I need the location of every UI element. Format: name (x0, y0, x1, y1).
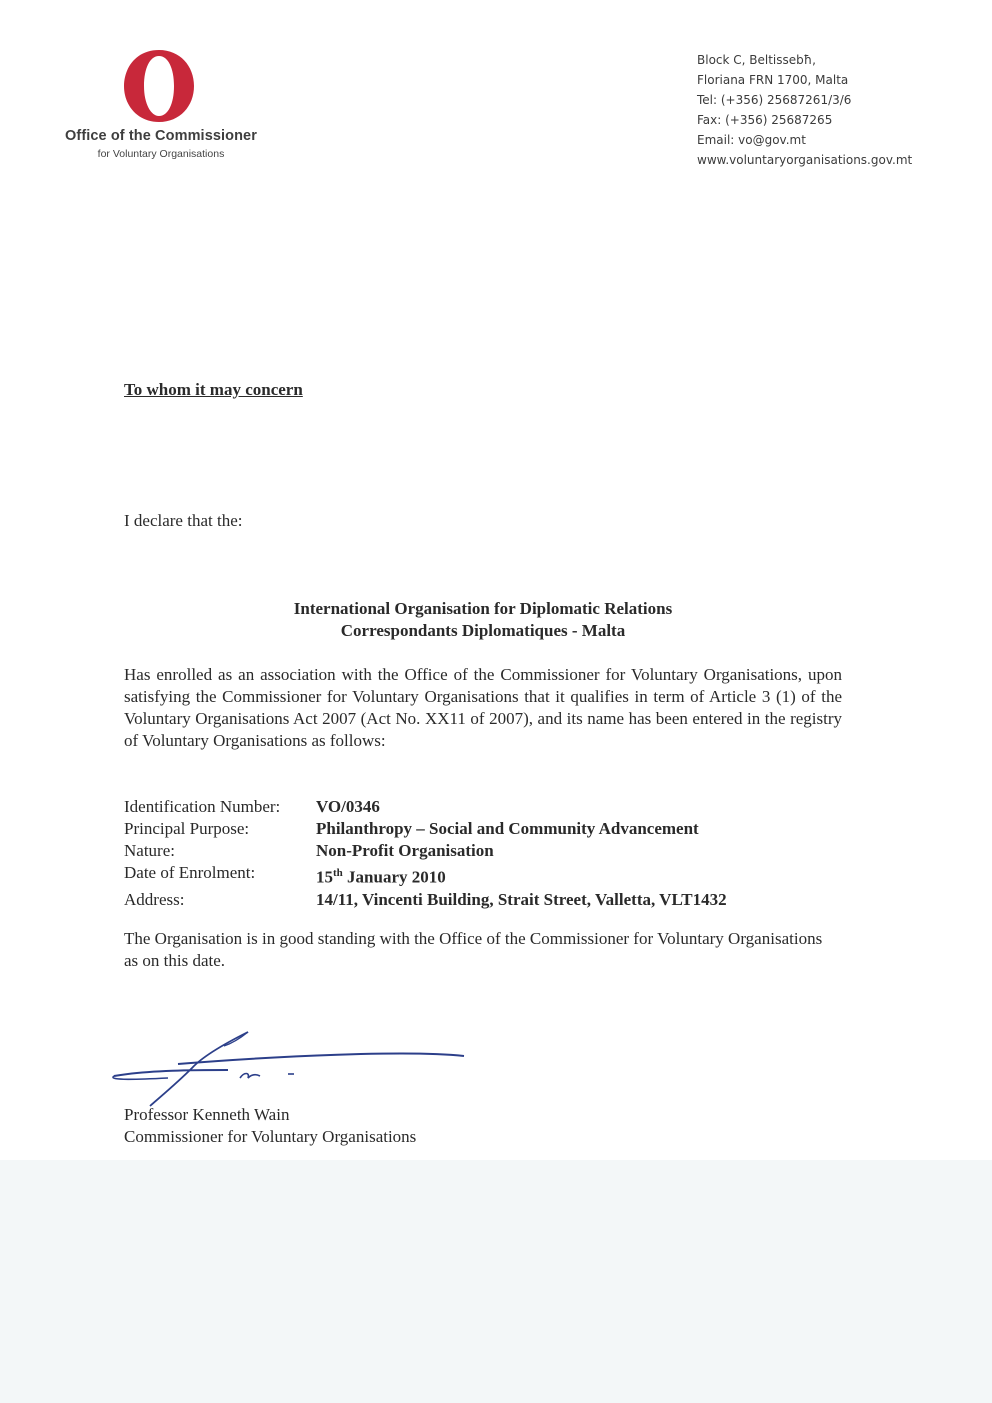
organisation-title-line2: Correspondants Diplomatiques - Malta (340, 621, 626, 640)
organisation-name: Office of the Commissioner (65, 128, 257, 144)
contact-block (697, 50, 912, 170)
contact-telephone: Tel: (+356) 25687261/3/6 (697, 93, 852, 107)
detail-value: VO/0346 (316, 797, 380, 816)
detail-label: Identification Number: (124, 797, 281, 816)
good-standing-statement: The Organisation is in good standing with the Office of the Commissioner for Voluntary Organisations as on this date. (124, 929, 823, 970)
date-month-year: January 2010 (342, 867, 446, 887)
contact-address-line2: Floriana FRN 1700, Malta (697, 73, 849, 87)
detail-row-date (124, 862, 727, 889)
contact-address-line1: Block C, Beltissebħ, (697, 53, 816, 67)
signatory (124, 1104, 416, 1148)
detail-label: Date of Enrolment: (124, 863, 256, 882)
detail-row-nature (124, 840, 727, 862)
registration-details (124, 796, 727, 911)
organisation-subtitle: for Voluntary Organisations (97, 148, 225, 160)
detail-label: Principal Purpose: (124, 819, 250, 838)
contact-website: www.voluntaryorganisations.gov.mt (697, 153, 913, 167)
signer-name: Professor Kenneth Wain (124, 1105, 290, 1124)
commissioner-logo-icon (122, 48, 196, 124)
detail-row-identification (124, 796, 727, 818)
enrolment-paragraph: Has enrolled as an association with the Office of the Commissioner for Voluntary Organisations, upon satisfying the Commissioner for Voluntary Organisations that it qualifies in term of Article 3 (1) of the Voluntary Organisations Act 2007 (Act No. XX11 of 2007), and its name has been entered in the registry of Voluntary Organisations as follows: (124, 665, 842, 750)
signer-title: Commissioner for Voluntary Organisations (124, 1127, 417, 1146)
date-day: 15 (316, 867, 333, 887)
date-ordinal-suffix: th (333, 867, 343, 879)
contact-fax: Fax: (+356) 25687265 (697, 113, 833, 127)
detail-row-purpose (124, 818, 727, 840)
handwritten-signature (108, 1026, 478, 1115)
organisation-title-line1: International Organisation for Diplomatic Relations (293, 599, 673, 618)
detail-row-address (124, 889, 727, 911)
detail-value: Non-Profit Organisation (316, 841, 494, 860)
detail-value: 14/11, Vincenti Building, Strait Street, Valletta, VLT1432 (316, 889, 727, 909)
declaration-intro: I declare that the: (124, 511, 243, 530)
organisation-title (124, 598, 842, 642)
letterhead-logo (56, 48, 266, 168)
contact-email: Email: vo@gov.mt (697, 133, 806, 147)
detail-label: Nature: (124, 841, 175, 860)
salutation: To whom it may concern (124, 380, 303, 399)
signature-scribble-icon (108, 1026, 478, 1110)
detail-value: Philanthropy – Social and Community Advancement (316, 819, 699, 838)
detail-label: Address: (124, 889, 185, 909)
detail-value-date (316, 862, 446, 889)
